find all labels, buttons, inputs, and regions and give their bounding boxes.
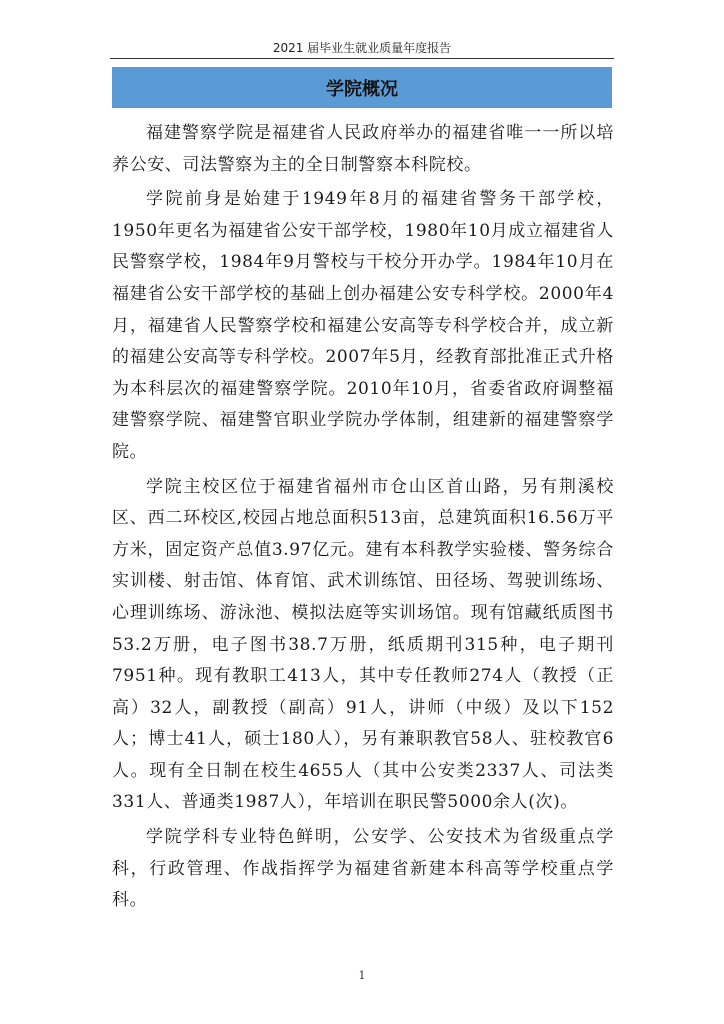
paragraph-campus-facts: 学院主校区位于福建省福州市仓山区首山路，另有荆溪校区、西二环校区,校园占地总面积513亩，总建筑面积16.56万平方米，固定资产总值3.97亿元。建有本科教学实验楼、警务综合实训楼、射击馆、体育馆、武术训练馆、田径场、驾驶训练场、心理训练场、游泳池、模拟法庭等实训场馆。现有馆藏纸质图书53.2万册，电子图书38.7万册，纸质期刊315种，电子期刊7951种。现有教职工413人，其中专任教师274人（教授（正高）32人，副教授（副高）91人，讲师（中级）及以下152人；博士41人，硕士180人），另有兼职教官58人、驻校教官6人。现有全日制在校生4655人（其中公安类2337人、司法类331人、普通类1987人），年培训在职民警5000余人(次)。 [112, 476, 614, 813]
running-header: 2021 届毕业生就业质量年度报告 [272, 41, 452, 55]
document-body [112, 118, 614, 917]
paragraph-history: 学院前身是始建于1949年8月的福建省警务干部学校，1950年更名为福建省公安干部学校，1980年10月成立福建省人民警察学校，1984年9月警校与干校分开办学。1984年10月在福建省公安干部学校的基础上创办福建公安专科学校。2000年4月，福建省人民警察学校和福建公安高等专科学校合并，成立新的福建公安高等专科学校。2007年5月，经教育部批准正式升格为本科层次的福建警察学院。2010年10月，省委省政府调整福建警察学院、福建警官职业学院办学体制，组建新的福建警察学院。 [112, 189, 614, 462]
section-heading-banner [112, 67, 612, 108]
paragraph-intro: 福建警察学院是福建省人民政府举办的福建省唯一一所以培养公安、司法警察为主的全日制警察本科院校。 [112, 123, 614, 175]
page-number: 1 [358, 969, 366, 982]
header-divider [110, 58, 614, 59]
paragraph-disciplines: 学院学科专业特色鲜明，公安学、公安技术为省级重点学科，行政管理、作战指挥学为福建省新建本科高等学校重点学科。 [112, 827, 614, 911]
section-title: 学院概况 [326, 78, 398, 100]
